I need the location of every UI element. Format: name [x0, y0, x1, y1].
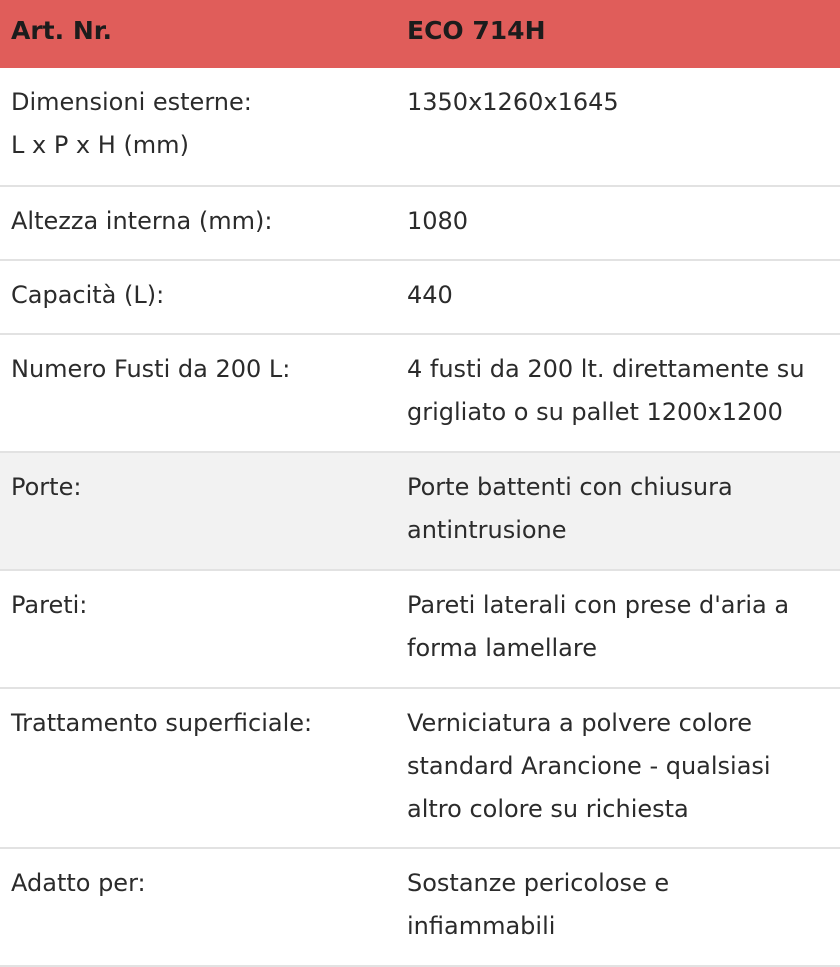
table-row: [0, 260, 840, 334]
row-value-line: Pareti laterali con prese d'aria a: [407, 591, 790, 619]
table-row: [0, 688, 840, 848]
row-value-line: Sostanze pericolose e: [407, 869, 670, 897]
row-label: Capacità (L):: [0, 260, 396, 334]
row-label-line: L x P x H (mm): [11, 131, 189, 159]
header-value: ECO 714H: [396, 0, 840, 68]
row-label: Adatto per:: [0, 848, 396, 966]
table-row: [0, 334, 840, 452]
table-row: [0, 570, 840, 688]
row-value-line: altro colore su richiesta: [407, 795, 689, 823]
header-label: Art. Nr.: [0, 0, 396, 68]
row-value-line: 4 fusti da 200 lt. direttamente su: [407, 355, 805, 383]
table-header-row: [0, 0, 840, 68]
row-value: 440: [396, 260, 840, 334]
row-value: [396, 848, 840, 966]
row-value: [396, 452, 840, 570]
row-value-line: grigliato o su pallet 1200x1200: [407, 398, 783, 426]
row-label: Altezza interna (mm):: [0, 186, 396, 260]
table-row: [0, 452, 840, 570]
row-label: Porte:: [0, 452, 396, 570]
table-row: [0, 848, 840, 966]
row-value-line: standard Arancione - qualsiasi: [407, 752, 771, 780]
row-value-line: Porte battenti con chiusura: [407, 473, 733, 501]
row-label: Pareti:: [0, 570, 396, 688]
row-value: 1350x1260x1645: [396, 68, 840, 186]
row-value: [396, 570, 840, 688]
row-value-line: antintrusione: [407, 516, 567, 544]
row-label: [0, 68, 396, 186]
row-label: Trattamento superficiale:: [0, 688, 396, 848]
row-value-line: Verniciatura a polvere colore: [407, 709, 752, 737]
row-value: [396, 334, 840, 452]
row-value-line: forma lamellare: [407, 634, 597, 662]
row-label-line: Dimensioni esterne:: [11, 88, 252, 116]
table-row: [0, 186, 840, 260]
row-value: [396, 688, 840, 848]
row-label: Numero Fusti da 200 L:: [0, 334, 396, 452]
row-value: 1080: [396, 186, 840, 260]
table-row: [0, 68, 840, 186]
row-value-line: infiammabili: [407, 912, 556, 940]
